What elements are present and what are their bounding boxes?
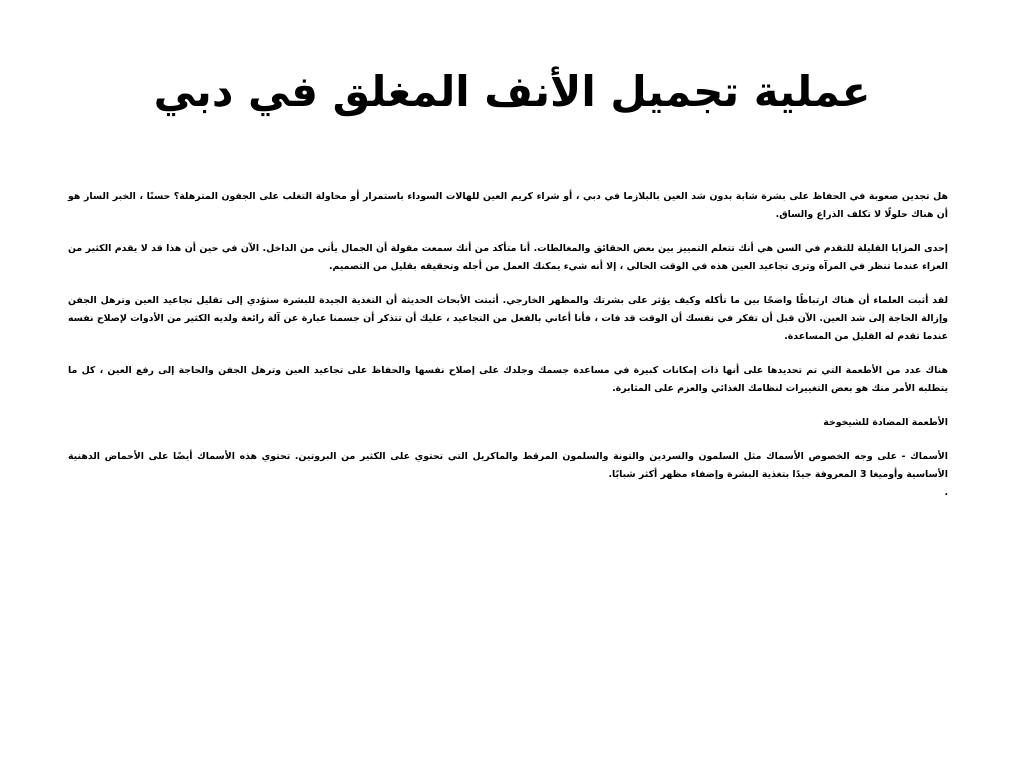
paragraph-intro: هل تجدين صعوبة في الحفاظ على بشرة شابة بدون شد العين بالبلازما في دبي ، أو شراء كريم العين للهالات السوداء باستمرار أو محاولة التغلب على الجفون المترهلة؟ حسنًا ، الخبر السار هو أن هناك حلولًا لا تكلف الذراع والساق. xyxy=(68,191,948,220)
section-heading-anti-aging-foods: الأطعمة المضادة للشيخوخة xyxy=(823,417,948,428)
paragraph-dot: . xyxy=(944,487,948,498)
paragraph-foods: هناك عدد من الأطعمة التي تم تحديدها على أنها ذات إمكانات كبيرة في مساعدة جسمك وجلدك على إصلاح نفسها والحفاظ على تجاعيد العين وترهل الجفن والحاجة إلى رفع العين ، كل ما يتطلبه الأمر منك هو بعض التغييرات لنظامك الغذائي والعزم على المثابرة. xyxy=(68,365,948,394)
page-title: عملية تجميل الأنف المغلق في دبي xyxy=(153,67,871,116)
paragraph-science: لقد أثبت العلماء أن هناك ارتباطًا واضحًا بين ما تأكله وكيف يؤثر على بشرتك والمظهر الخارجي. أثبتت الأبحاث الحديثة أن التغذية الجيدة للبشرة ستؤدي إلى تقليل تجاعيد العين وترهل الجفن وإزالة الحاجة إلى شد العين. الآن قبل أن تفكر في نفسك أن الوقت قد فات ، فأنا أعاني بالفعل من التجاعيد ، عليك أن تتذكر أن جسمنا عبارة عن آلة رائعة ولديه الكثير من الأدوات لإصلاح نفسه عندما تقدم له القليل من المساعدة. xyxy=(68,295,948,342)
paragraph-aging: إحدى المزايا القليلة للتقدم في السن هي أنك تتعلم التمييز بين بعض الحقائق والمغالطات. أنا متأكد من أنك سمعت مقولة أن الجمال يأتي من الداخل. الآن في حين أن هذا قد لا يقدم الكثير من العزاء عندما تنظر في المرآة وترى تجاعيد العين هذه في الوقت الحالي ، إلا أنه شيء يمكنك العمل من أجله وتحقيقه بقليل من التصميم. xyxy=(68,243,948,272)
paragraph-fish: الأسماك - على وجه الخصوص الأسماك مثل السلمون والسردين والتونة والسلمون المرقط والماكريل التي تحتوي على الكثير من البروتين. تحتوي هذه الأسماك أيضًا على الأحماض الدهنية الأساسية وأوميغا 3 المعروفة جيدًا بتغذية البشرة وإضفاء مظهر أكثر شبابًا. xyxy=(68,451,948,480)
article-body xyxy=(68,188,948,518)
